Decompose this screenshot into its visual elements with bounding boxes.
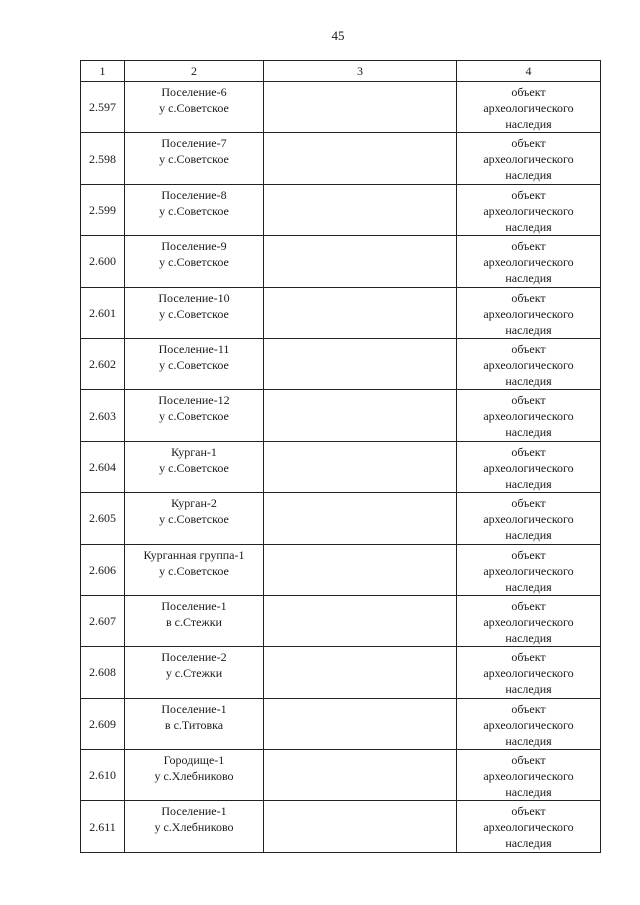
site-name: Поселение-7 xyxy=(161,136,227,151)
site-name-cell xyxy=(125,287,264,338)
status-line-2: археологического xyxy=(483,512,574,527)
status-line-2: археологического xyxy=(483,460,574,475)
heritage-status-cell xyxy=(457,647,601,698)
site-name-cell xyxy=(125,698,264,749)
status-line-1: объект xyxy=(511,187,546,202)
heritage-register-table xyxy=(80,60,601,853)
site-location: в с.Титовка xyxy=(164,717,224,732)
site-location: у с.Хлебниково xyxy=(154,820,234,835)
site-name: Поселение-6 xyxy=(161,85,227,99)
site-location: у с.Советское xyxy=(159,101,229,115)
site-location: у с.Советское xyxy=(159,152,229,167)
status-line-3: наследия xyxy=(505,322,552,337)
site-name: Поселение-11 xyxy=(158,341,230,356)
table-header-row xyxy=(81,61,601,82)
item-number-cell: 2.608 xyxy=(81,647,125,698)
status-line-1: объект xyxy=(511,393,546,408)
status-line-3: наследия xyxy=(505,168,552,183)
empty-column-3-cell xyxy=(264,595,457,646)
item-number-cell: 2.597 xyxy=(81,82,125,133)
status-line-1: объект xyxy=(511,239,546,254)
site-location: у с.Советское xyxy=(159,255,229,270)
site-name-cell xyxy=(125,338,264,389)
item-number-cell: 2.606 xyxy=(81,544,125,595)
site-location: у с.Советское xyxy=(159,563,229,578)
item-number-cell: 2.604 xyxy=(81,441,125,492)
status-line-1: объект xyxy=(511,753,546,768)
heritage-status-cell xyxy=(457,801,601,852)
heritage-status-cell xyxy=(457,750,601,801)
status-line-3: наследия xyxy=(505,733,552,748)
item-number-cell: 2.599 xyxy=(81,184,125,235)
site-location: у с.Советское xyxy=(159,460,229,475)
table-row xyxy=(81,133,601,184)
site-name: Курган-1 xyxy=(171,444,217,459)
heritage-status-cell xyxy=(457,287,601,338)
site-location: у с.Хлебниково xyxy=(154,769,234,784)
empty-column-3-cell xyxy=(264,133,457,184)
site-location: у с.Советское xyxy=(159,203,229,218)
status-line-2: археологического xyxy=(483,409,574,424)
item-number-cell: 2.610 xyxy=(81,750,125,801)
site-name-cell xyxy=(125,801,264,852)
site-name-cell xyxy=(125,647,264,698)
empty-column-3-cell xyxy=(264,236,457,287)
status-line-3: наследия xyxy=(505,271,552,286)
page-number: 45 xyxy=(331,28,345,43)
empty-column-3-cell xyxy=(264,698,457,749)
column-header-4: 4 xyxy=(457,61,601,82)
status-line-2: археологического xyxy=(483,769,574,784)
item-number-cell: 2.603 xyxy=(81,390,125,441)
empty-column-3-cell xyxy=(264,544,457,595)
status-line-2: археологического xyxy=(483,820,574,835)
empty-column-3-cell xyxy=(264,338,457,389)
status-line-2: археологического xyxy=(483,255,574,270)
empty-column-3-cell xyxy=(264,82,457,133)
table-row xyxy=(81,184,601,235)
site-name: Поселение-1 xyxy=(161,598,227,613)
status-line-1: объект xyxy=(511,650,546,665)
table-row xyxy=(81,544,601,595)
table-row xyxy=(81,441,601,492)
site-name-cell xyxy=(125,441,264,492)
table-row xyxy=(81,493,601,544)
status-line-2: археологического xyxy=(483,357,574,372)
status-line-3: наследия xyxy=(505,117,552,131)
site-name: Городище-1 xyxy=(163,753,225,768)
status-line-1: объект xyxy=(511,290,546,305)
site-location: у с.Советское xyxy=(159,306,229,321)
empty-column-3-cell xyxy=(264,493,457,544)
table-row xyxy=(81,82,601,133)
status-line-1: объект xyxy=(511,496,546,511)
heritage-status-cell xyxy=(457,698,601,749)
table-row xyxy=(81,595,601,646)
status-line-2: археологического xyxy=(483,101,574,115)
table-row xyxy=(81,287,601,338)
status-line-1: объект xyxy=(511,85,546,99)
status-line-2: археологического xyxy=(483,203,574,218)
item-number-cell: 2.607 xyxy=(81,595,125,646)
status-line-2: археологического xyxy=(483,717,574,732)
site-name: Поселение-2 xyxy=(161,650,227,665)
site-name-cell xyxy=(125,750,264,801)
column-header-2: 2 xyxy=(125,61,264,82)
status-line-2: археологического xyxy=(483,306,574,321)
empty-column-3-cell xyxy=(264,750,457,801)
status-line-1: объект xyxy=(511,341,546,356)
heritage-status-cell xyxy=(457,338,601,389)
site-name-cell xyxy=(125,184,264,235)
status-line-1: объект xyxy=(511,804,546,819)
table-body xyxy=(81,82,601,853)
site-name-cell xyxy=(125,82,264,133)
status-line-3: наследия xyxy=(505,785,552,800)
table-row xyxy=(81,698,601,749)
status-line-2: археологического xyxy=(483,563,574,578)
heritage-status-cell xyxy=(457,441,601,492)
status-line-3: наследия xyxy=(505,528,552,543)
site-name: Курган-2 xyxy=(171,496,217,511)
status-line-1: объект xyxy=(511,598,546,613)
status-line-3: наследия xyxy=(505,219,552,234)
table-row xyxy=(81,390,601,441)
table-row xyxy=(81,750,601,801)
site-name: Поселение-1 xyxy=(161,701,227,716)
heritage-status-cell xyxy=(457,544,601,595)
site-name-cell xyxy=(125,236,264,287)
item-number-cell: 2.600 xyxy=(81,236,125,287)
item-number-cell: 2.609 xyxy=(81,698,125,749)
empty-column-3-cell xyxy=(264,647,457,698)
status-line-2: археологического xyxy=(483,666,574,681)
item-number-cell: 2.601 xyxy=(81,287,125,338)
item-number-cell: 2.611 xyxy=(81,801,125,852)
status-line-1: объект xyxy=(511,444,546,459)
site-name: Поселение-10 xyxy=(158,290,230,305)
site-location: у с.Советское xyxy=(159,409,229,424)
site-name-cell xyxy=(125,595,264,646)
site-name: Поселение-9 xyxy=(161,239,227,254)
status-line-2: археологического xyxy=(483,614,574,629)
heritage-status-cell xyxy=(457,493,601,544)
status-line-2: археологического xyxy=(483,152,574,167)
status-line-3: наследия xyxy=(505,425,552,440)
table-row xyxy=(81,338,601,389)
empty-column-3-cell xyxy=(264,184,457,235)
site-location: у с.Стежки xyxy=(165,666,223,681)
table-row xyxy=(81,801,601,852)
empty-column-3-cell xyxy=(264,287,457,338)
empty-column-3-cell xyxy=(264,441,457,492)
column-header-3: 3 xyxy=(264,61,457,82)
status-line-3: наследия xyxy=(505,579,552,594)
table-row xyxy=(81,236,601,287)
site-name-cell xyxy=(125,390,264,441)
heritage-status-cell xyxy=(457,184,601,235)
status-line-3: наследия xyxy=(505,373,552,388)
site-name: Поселение-1 xyxy=(161,804,227,819)
column-header-1: 1 xyxy=(81,61,125,82)
status-line-1: объект xyxy=(511,547,546,562)
status-line-3: наследия xyxy=(505,682,552,697)
empty-column-3-cell xyxy=(264,801,457,852)
heritage-status-cell xyxy=(457,82,601,133)
status-line-3: наследия xyxy=(505,836,552,851)
table-row xyxy=(81,647,601,698)
status-line-3: наследия xyxy=(505,476,552,491)
heritage-status-cell xyxy=(457,595,601,646)
site-name-cell xyxy=(125,544,264,595)
site-location: у с.Советское xyxy=(159,357,229,372)
heritage-status-cell xyxy=(457,236,601,287)
status-line-3: наследия xyxy=(505,630,552,645)
empty-column-3-cell xyxy=(264,390,457,441)
heritage-status-cell xyxy=(457,133,601,184)
site-name-cell xyxy=(125,133,264,184)
site-name: Курганная группа-1 xyxy=(143,547,245,562)
site-location: у с.Советское xyxy=(159,512,229,527)
site-name: Поселение-12 xyxy=(158,393,230,408)
site-name: Поселение-8 xyxy=(161,187,227,202)
item-number-cell: 2.605 xyxy=(81,493,125,544)
status-line-1: объект xyxy=(511,136,546,151)
item-number-cell: 2.602 xyxy=(81,338,125,389)
site-location: в с.Стежки xyxy=(166,614,222,629)
status-line-1: объект xyxy=(511,701,546,716)
heritage-status-cell xyxy=(457,390,601,441)
item-number-cell: 2.598 xyxy=(81,133,125,184)
site-name-cell xyxy=(125,493,264,544)
